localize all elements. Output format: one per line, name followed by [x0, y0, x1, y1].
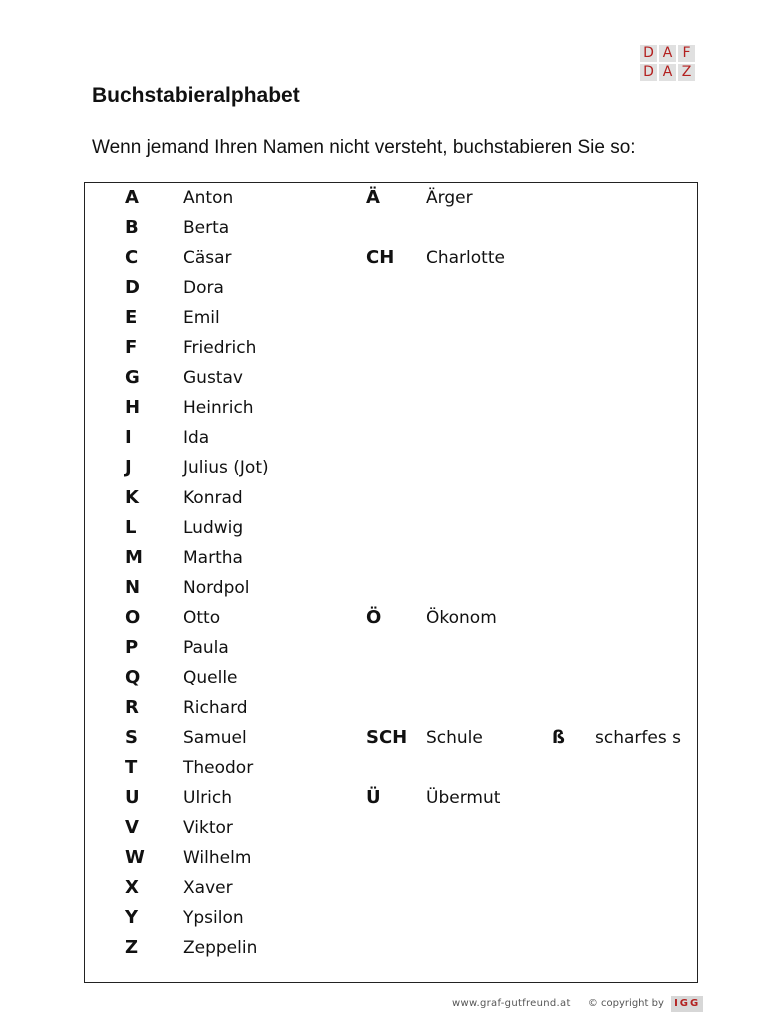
letter-n: N [125, 577, 141, 598]
word-h: Heinrich [183, 398, 254, 418]
daf-daz-logo [640, 45, 696, 83]
letter-t: T [125, 757, 138, 778]
letter-ch: CH [366, 247, 395, 268]
word-v: Viktor [183, 818, 233, 838]
alphabet-table [84, 182, 698, 983]
letter-d: D [125, 277, 140, 298]
letter-sch: SCH [366, 727, 408, 748]
letter-a: A [125, 187, 139, 208]
word-o: Otto [183, 608, 221, 628]
word-z: Zeppelin [183, 938, 258, 958]
word-q: Quelle [183, 668, 238, 688]
letter-r: R [125, 697, 139, 718]
word-ae: Ärger [426, 188, 473, 208]
letter-h: H [125, 397, 141, 418]
word-l: Ludwig [183, 518, 244, 538]
letter-sz: ß [552, 727, 565, 748]
word-c: Cäsar [183, 248, 232, 268]
letter-l: L [125, 517, 137, 538]
letter-oe: Ö [366, 607, 382, 628]
logo-cell: F [678, 45, 695, 62]
letter-ue: Ü [366, 787, 381, 808]
logo-cell: D [640, 45, 657, 62]
letter-p: P [125, 637, 139, 658]
letter-g: G [125, 367, 140, 388]
word-x: Xaver [183, 878, 233, 898]
word-r: Richard [183, 698, 248, 718]
letter-z: Z [125, 937, 139, 958]
word-sz: scharfes s [595, 728, 681, 748]
word-m: Martha [183, 548, 243, 568]
word-s: Samuel [183, 728, 247, 748]
word-w: Wilhelm [183, 848, 252, 868]
word-u: Ulrich [183, 788, 232, 808]
word-p: Paula [183, 638, 229, 658]
letter-w: W [125, 847, 145, 868]
footer [452, 996, 703, 1012]
word-k: Konrad [183, 488, 243, 508]
letter-ae: Ä [366, 187, 380, 208]
letter-b: B [125, 217, 139, 238]
logo-cell: Z [678, 64, 695, 81]
word-j: Julius (Jot) [183, 458, 269, 478]
word-d: Dora [183, 278, 224, 298]
letter-x: X [125, 877, 139, 898]
letter-q: Q [125, 667, 141, 688]
word-t: Theodor [183, 758, 254, 778]
word-y: Ypsilon [183, 908, 244, 928]
letter-j: J [125, 457, 132, 478]
footer-copyright: © copyright by [587, 998, 664, 1009]
intro-text: Wenn jemand Ihren Namen nicht versteht, buchstabieren Sie so: [92, 137, 636, 158]
word-n: Nordpol [183, 578, 250, 598]
letter-s: S [125, 727, 138, 748]
letter-v: V [125, 817, 139, 838]
word-ue: Übermut [426, 788, 501, 808]
page-title: Buchstabieralphabet [92, 84, 300, 107]
word-i: Ida [183, 428, 210, 448]
letter-o: O [125, 607, 141, 628]
footer-website-link[interactable]: www.graf-gutfreund.at [452, 998, 571, 1009]
word-ch: Charlotte [426, 248, 505, 268]
logo-cell: D [640, 64, 657, 81]
word-oe: Ökonom [426, 608, 497, 628]
word-sch: Schule [426, 728, 483, 748]
letter-c: C [125, 247, 139, 268]
word-f: Friedrich [183, 338, 257, 358]
letter-m: M [125, 547, 143, 568]
word-g: Gustav [183, 368, 243, 388]
letter-k: K [125, 487, 139, 508]
letter-f: F [125, 337, 138, 358]
letter-u: U [125, 787, 140, 808]
letter-y: Y [125, 907, 139, 928]
logo-cell: A [659, 64, 676, 81]
letter-e: E [125, 307, 138, 328]
logo-cell: A [659, 45, 676, 62]
word-b: Berta [183, 218, 230, 238]
word-a: Anton [183, 188, 234, 208]
letter-i: I [125, 427, 132, 448]
word-e: Emil [183, 308, 220, 328]
igg-logo: IGG [671, 996, 703, 1012]
